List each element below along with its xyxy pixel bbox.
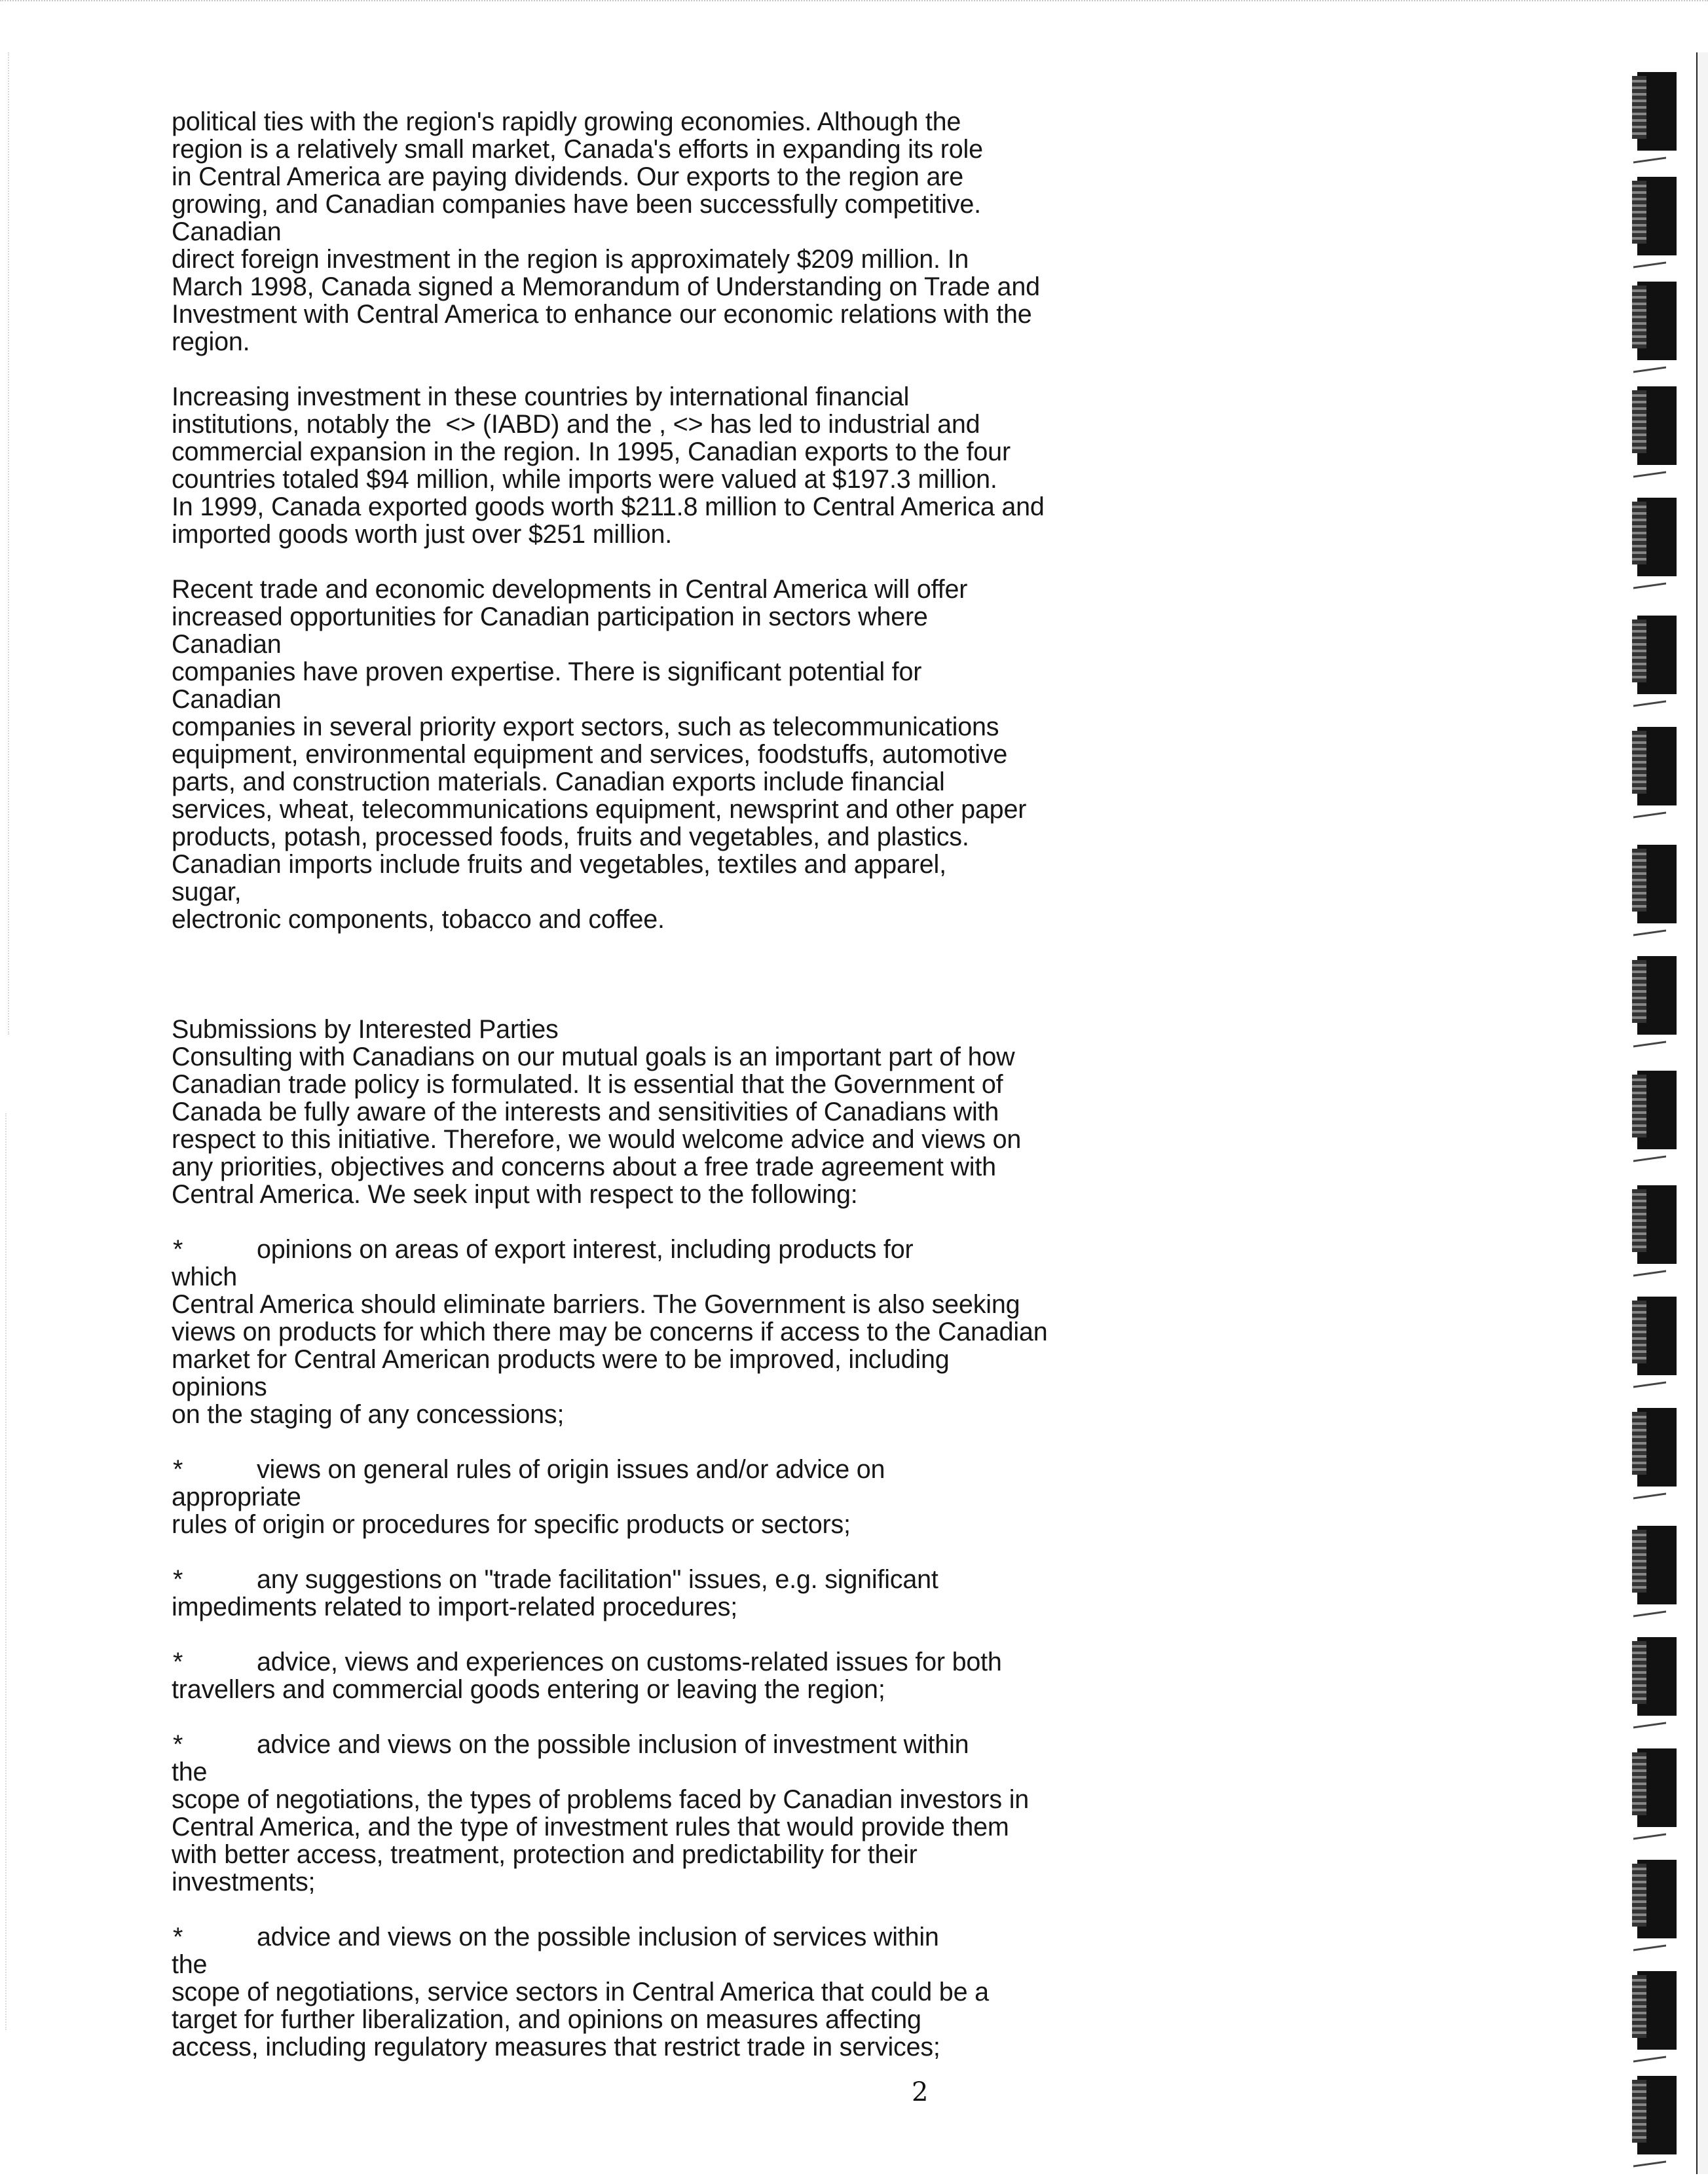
binding-tab — [1637, 2076, 1677, 2154]
text-line: services, wheat, telecommunications equipment, newsprint and other paper — [172, 795, 1027, 824]
bullet-text: advice and views on the possible inclusion of investment within — [257, 1730, 969, 1759]
text-line: with better access, treatment, protection and predictability for their — [172, 1840, 918, 1869]
scan-left-edge — [8, 52, 9, 1035]
text-line: on the staging of any concessions; — [172, 1400, 565, 1429]
binding-tab — [1637, 177, 1677, 255]
text-line: Canadian — [172, 630, 282, 659]
text-line: growing, and Canadian companies have been successfully competitive. — [172, 190, 981, 219]
scan-left-edge-lower — [5, 1113, 7, 2030]
text-line: In 1999, Canada exported goods worth $211.8 million to Central America and — [172, 492, 1045, 521]
binding-tab — [1637, 1071, 1677, 1149]
binding-tab — [1637, 1408, 1677, 1487]
bullet-rules-of-origin — [172, 1456, 1154, 1538]
binding-edge — [1696, 52, 1708, 2174]
binding-tab — [1637, 386, 1677, 465]
text-line: Canadian trade policy is formulated. It is essential that the Government of — [172, 1070, 1003, 1099]
paragraph-central-america-ties — [172, 108, 1154, 356]
text-line: region is a relatively small market, Canada's efforts in expanding its role — [172, 135, 983, 164]
text-line: Central America. We seek input with respect to the following: — [172, 1180, 858, 1209]
bullet-text: any suggestions on "trade facilitation" issues, e.g. significant — [257, 1565, 938, 1594]
text-line: views on products for which there may be concerns if access to the Canadian — [172, 1318, 1048, 1346]
text-line: equipment, environmental equipment and services, foodstuffs, automotive — [172, 740, 1008, 769]
text-line: March 1998, Canada signed a Memorandum of Understanding on Trade and — [172, 272, 1040, 301]
text-line: sugar, — [172, 878, 242, 906]
document-body — [172, 108, 1154, 2088]
binding-tab — [1637, 727, 1677, 805]
binding-tab — [1637, 282, 1677, 360]
text-line: appropriate — [172, 1483, 301, 1511]
text-line: scope of negotiations, service sectors in Central America that could be a — [172, 1978, 989, 2006]
text-line: region. — [172, 327, 250, 356]
text-line: the — [172, 1758, 208, 1786]
bullet-marker: * — [173, 1455, 183, 1484]
text-line: Investment with Central America to enhance our economic relations with the — [172, 300, 1032, 329]
text-line: companies in several priority export sectors, such as telecommunications — [172, 712, 999, 741]
bullet-export-interest — [172, 1236, 1154, 1428]
text-line: increased opportunities for Canadian participation in sectors where — [172, 602, 928, 631]
text-line: access, including regulatory measures that restrict trade in services; — [172, 2033, 940, 2061]
bullet-text: advice, views and experiences on customs-related issues for both — [257, 1648, 1002, 1676]
spacer — [172, 961, 1154, 1016]
binding-tab — [1637, 956, 1677, 1035]
text-line: parts, and construction materials. Canadian exports include financial — [172, 767, 945, 796]
text-line: political ties with the region's rapidly growing economies. Although the — [172, 107, 961, 136]
bullet-marker: * — [173, 1565, 183, 1594]
bullet-text: views on general rules of origin issues and/or advice on — [257, 1455, 885, 1484]
bullet-marker: * — [173, 1730, 183, 1759]
text-line: electronic components, tobacco and coffee. — [172, 905, 665, 934]
bullet-services — [172, 1923, 1154, 2061]
submissions-section — [172, 1016, 1154, 1208]
text-line: Recent trade and economic developments in Central America will offer — [172, 575, 968, 604]
text-line: Central America, and the type of investment rules that would provide them — [172, 1813, 1009, 1841]
text-line: in Central America are paying dividends. Our exports to the region are — [172, 162, 963, 191]
text-line: Canadian — [172, 685, 282, 714]
text-line: market for Central American products were to be improved, including — [172, 1345, 950, 1374]
text-line: opinions — [172, 1373, 267, 1401]
text-line: rules of origin or procedures for specific products or sectors; — [172, 1510, 851, 1539]
bullet-investment — [172, 1731, 1154, 1896]
section-heading: Submissions by Interested Parties — [172, 1015, 559, 1044]
scan-top-edge — [0, 0, 1708, 1]
spiral-binding — [1618, 52, 1708, 2174]
binding-tab — [1637, 616, 1677, 694]
text-line: Consulting with Canadians on our mutual goals is an important part of how — [172, 1043, 1015, 1071]
text-line: Canada be fully aware of the interests and sensitivities of Canadians with — [172, 1098, 999, 1126]
text-line: countries totaled $94 million, while imports were valued at $197.3 million. — [172, 465, 997, 494]
text-line: impediments related to import-related procedures; — [172, 1593, 738, 1621]
binding-tab — [1637, 845, 1677, 923]
text-line: imported goods worth just over $251 million. — [172, 520, 673, 549]
bullet-text: opinions on areas of export interest, including products for — [257, 1235, 914, 1264]
text-line: products, potash, processed foods, fruits and vegetables, and plastics. — [172, 822, 969, 851]
text-line: target for further liberalization, and opinions on measures affecting — [172, 2005, 921, 2034]
text-line: institutions, notably the <> (IABD) and the , <> has led to industrial and — [172, 410, 980, 439]
text-line: travellers and commercial goods entering or leaving the region; — [172, 1675, 885, 1704]
text-line: Canadian — [172, 217, 282, 246]
binding-tab — [1637, 72, 1677, 151]
bullet-marker: * — [173, 1235, 183, 1264]
text-line: Central America should eliminate barriers. The Government is also seeking — [172, 1290, 1020, 1319]
binding-tab — [1637, 1860, 1677, 1938]
text-line: the — [172, 1950, 208, 1979]
text-line: companies have proven expertise. There is significant potential for — [172, 657, 922, 686]
text-line: respect to this initiative. Therefore, we would welcome advice and views on — [172, 1125, 1022, 1154]
page-number: 2 — [912, 2077, 929, 2107]
text-line: commercial expansion in the region. In 1995, Canadian exports to the four — [172, 437, 1011, 466]
text-line: any priorities, objectives and concerns about a free trade agreement with — [172, 1153, 996, 1181]
binding-tab — [1637, 1748, 1677, 1827]
binding-tab — [1637, 1185, 1677, 1264]
text-line: Canadian imports include fruits and vegetables, textiles and apparel, — [172, 850, 946, 879]
bullet-trade-facilitation — [172, 1566, 1154, 1621]
binding-tab — [1637, 1526, 1677, 1604]
paragraph-investment — [172, 383, 1154, 548]
bullet-customs — [172, 1648, 1154, 1703]
text-line: Increasing investment in these countries by international financial — [172, 382, 910, 411]
binding-tab — [1637, 1971, 1677, 2050]
text-line: which — [172, 1263, 237, 1291]
binding-tab — [1637, 498, 1677, 576]
bullet-text: advice and views on the possible inclusion of services within — [257, 1923, 939, 1951]
paragraph-trade-developments — [172, 576, 1154, 933]
text-line: investments; — [172, 1868, 316, 1896]
binding-tab — [1637, 1297, 1677, 1375]
binding-tab — [1637, 1637, 1677, 1716]
text-line: direct foreign investment in the region is approximately $209 million. In — [172, 245, 969, 274]
bullet-marker: * — [173, 1923, 183, 1951]
text-line: scope of negotiations, the types of problems faced by Canadian investors in — [172, 1785, 1030, 1814]
bullet-marker: * — [173, 1648, 183, 1676]
